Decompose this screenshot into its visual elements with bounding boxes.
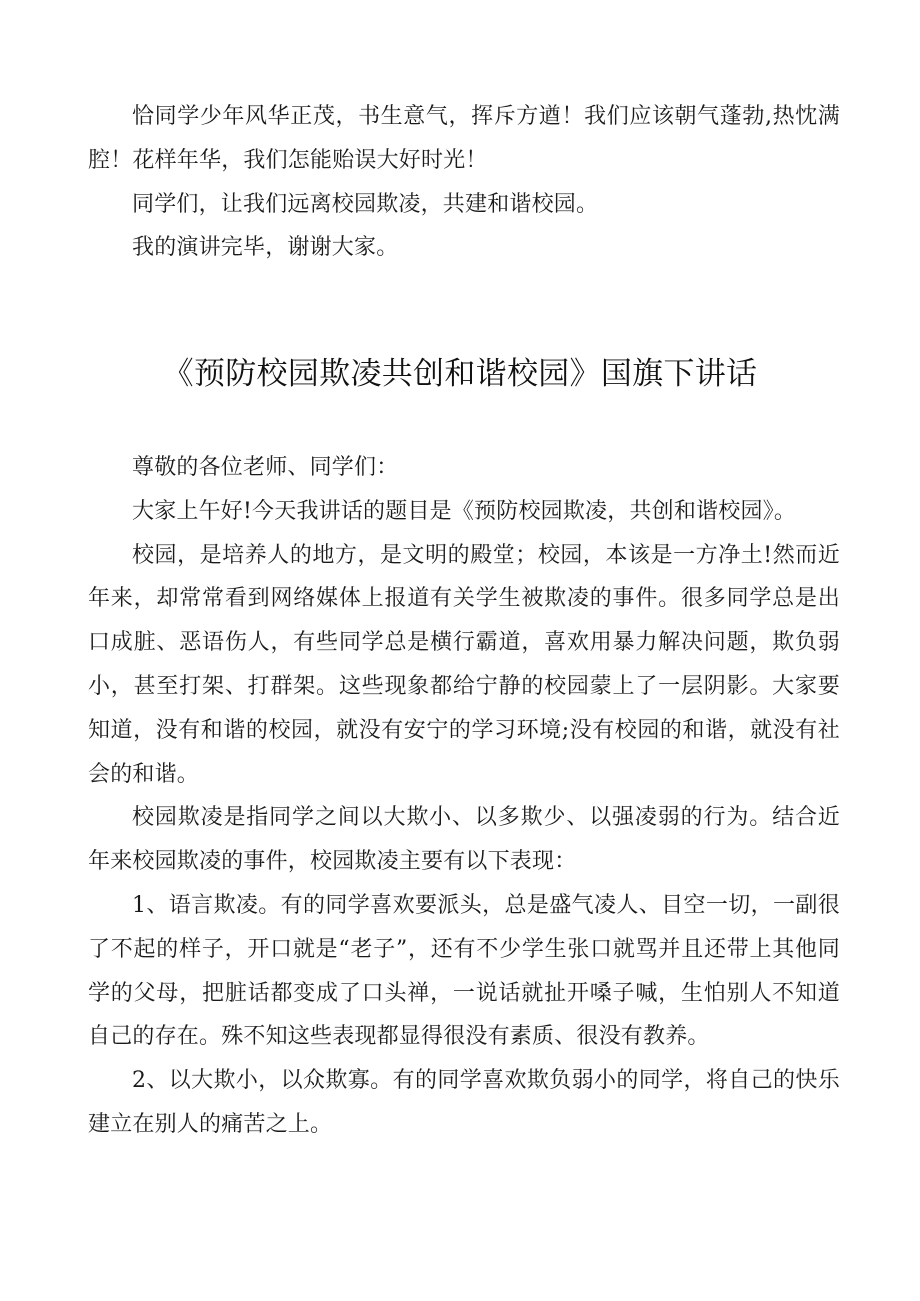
greeting-paragraph: 大家上午好!今天我讲话的题目是《预防校园欺凌，共创和谐校园》。 xyxy=(132,498,797,524)
closing-paragraph-1: 恰同学少年风华正茂，书生意气，挥斥方遒！我们应该朝气蓬勃,热忱满腔！花样年华，我们怎能贻误大好时光！ xyxy=(88,104,840,173)
salutation: 尊敬的各位老师、同学们： xyxy=(132,455,399,480)
body-paragraph-bullying-weak: 2、以大欺小，以众欺寡。有的同学喜欢欺负弱小的同学，将自己的快乐建立在别人的痛苦之上。 xyxy=(88,1068,840,1137)
speech-title: 《预防校园欺凌共创和谐校园》国旗下讲话 xyxy=(162,356,758,392)
closing-paragraph-3: 我的演讲完毕，谢谢大家。 xyxy=(132,235,399,261)
body-paragraph-verbal-bullying: 1、语言欺凌。有的同学喜欢要派头，总是盛气凌人、目空一切，一副很了不起的样子，开口就是“老子”，还有不少学生张口就骂并且还带上其他同学的父母，把脏话都变成了口头禅，一说话就扯开嗓子喊，生怕别人不知道自己的存在。殊不知这些表现都显得很没有素质、很没有教养。 xyxy=(88,892,840,1050)
body-paragraph-campus: 校园，是培养人的地方，是文明的殿堂；校园，本该是一方净土!然而近年来，却常常看到网络媒体上报道有关学生被欺凌的事件。很多同学总是出口成脏、恶语伤人，有些同学总是横行霸道，喜欢用暴力解决问题，欺负弱小，甚至打架、打群架。这些现象都给宁静的校园蒙上了一层阴影。大家要知道，没有和谐的校园，就没有安宁的学习环境;没有校园的和谐，就没有社会的和谐。 xyxy=(88,542,840,787)
speech-body xyxy=(88,446,840,1147)
closing-paragraph-2: 同学们，让我们远离校园欺凌，共建和谐校园。 xyxy=(132,191,599,217)
closing-section xyxy=(88,95,840,270)
body-paragraph-definition: 校园欺凌是指同学之间以大欺小、以多欺少、以强凌弱的行为。结合近年来校园欺凌的事件，校园欺凌主要有以下表现： xyxy=(88,805,840,875)
